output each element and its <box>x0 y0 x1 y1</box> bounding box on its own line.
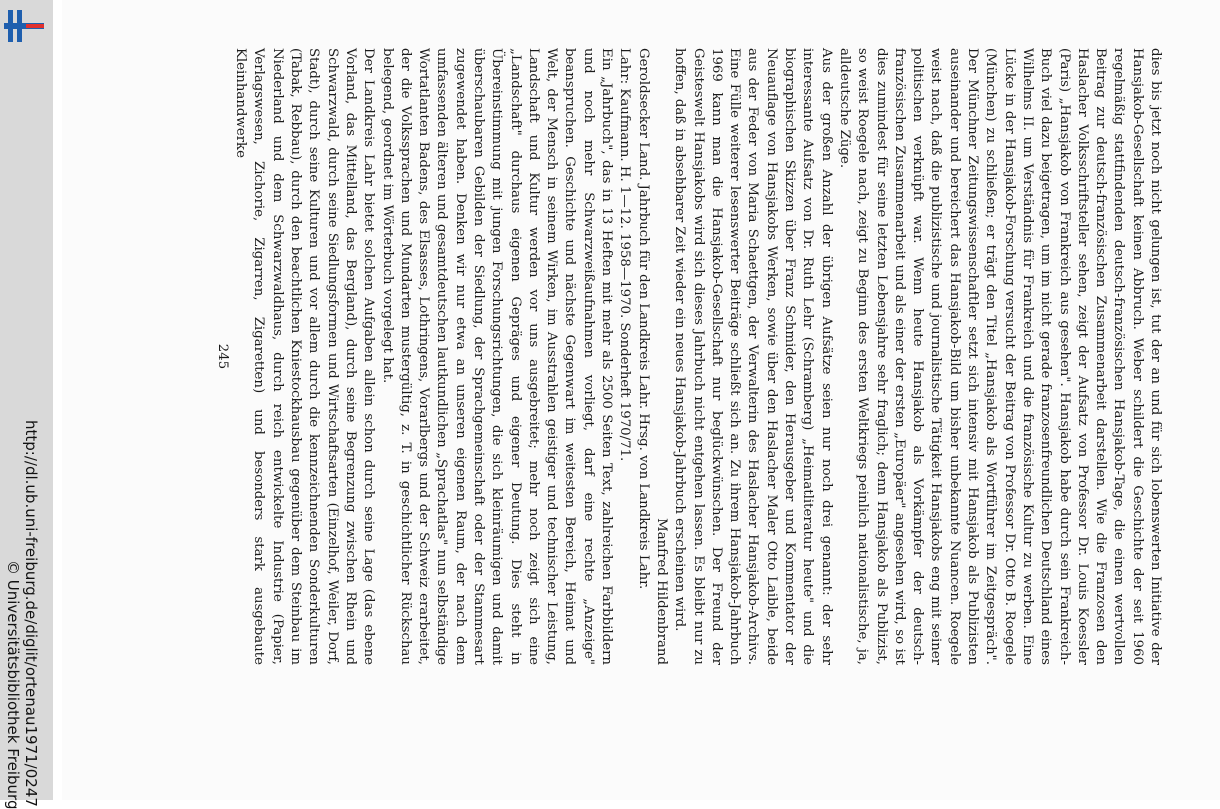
review2-paragraph-1: Ein „Jahrbuch", das in 13 Heften mit mehr als 2500 Seiten Text, zahlreichen Farbbildern und noch mehr Schwarzweißaufnahmen vorliegt, darf eine rechte „Anzeige" beanspruchen. Geschichte und nächste Gegenwart im weitesten Bereich, Heimat und Welt, der Mensch in seinem Wirken, im Ausstrahlen geistiger und technischer Leistung, Landschaft und Kultur werden vor uns ausgebreitet; mehr noch zeigt sich eine „Landschaft" durchaus eigenen Gepräges und eigener Deutung. Dies steht in Übereinstimmung mit jungen Forschungsrichtungen, die sich kleinräumigen und damit überschaubaren Gebilden der Siedlung, der Sprachgemeinschaft oder der Stammesart zugewendet haben. Denken wir nur etwa an unseren eigenen Raum, der nach dem umfassenden älteren und gesamtdeutschen lautkundlichen „Sprachatlas" nun selbständige Wortatlanten Badens, des Elsasses, Lothringens, Vorarlbergs und der Schweiz erarbeitet, der die Volkssprachen und Mundarten mustergültig, z. T. in geschichtlicher Rückschau belegend, geordnet im Wörterbuch vorgelegt hat. <box>379 48 615 665</box>
review2-paragraph-2: Der Landkreis Lahr bietet solchen Aufgaben allein schon durch seine Lage (das ebene Vorland, das Mittelland, das Bergland), durch seine Begrenzung zwischen Rhein und Schwarzwald, durch seine Siedlungsformen und Wirtschaftsarten (Einzelhof, Weiler, Dorf, Stadt), durch seine Kulturen und vor allem durch die kennzeichnenden Sonderkulturen (Tabak, Rebbau), durch den beachtlichen Kniestockhausbau gegenüber dem Steinbau im Niederland und dem Schwarzwaldhaus, durch reich entwickelte Industrie (Papier, Verlagswesen, Zichorie, Zigarren, Zigaretten) und besonders stark ausgebaute Kleinhandwerke <box>233 48 377 665</box>
ub-freiburg-logo-icon[interactable] <box>4 6 44 46</box>
page-text-rotated <box>214 48 1164 665</box>
scanned-page <box>62 0 1220 800</box>
review1-paragraph-1: dies bis jetzt noch nicht gelungen ist, tut der an und für sich lobenswerten Initiative der Hansjakob-Gesellschaft keinen Abbruch. Weber schildert die Geschichte der seit 1960 regelmäßig stattfindenden deutsch-französischen Hansjakob-Tage, die einen wertvollen Beitrag zur deutsch-französischen Zusammenarbeit darstellen. Wie die Franzosen den Haslacher Volksschriftsteller sehen, zeigt der Aufsatz von Professor Dr. Louis Koessler (Paris) „Hansjakob von Frankreich aus gesehen". Hansjakob habe durch sein Frankreich-Buch viel dazu beigetragen, um im nicht gerade franzosenfreundlichen Deutschland eines Wilhelms II. um Verständnis für Frankreich und die französische Kultur zu werben. Eine Lücke in der Hansjakob-Forschung versucht der Beitrag von Professor Dr. Otto B. Roegele (München) zu schließen; er trägt den Titel „Hansjakob als Wortführer im Zeitgespräch". Der Münchner Zeitungswissenschaftler setzt sich intensiv mit Hansjakob als Publizisten auseinander und bereichert das Hansjakob-Bild um bisher unbekannte Nuancen. Roegele weist nach, daß die publizistische und journalistische Tätigkeit Hansjakobs eng mit seiner politischen verknüpft war. Wenn heute Hansjakob als Vorkämpfer der deutsch-französischen Zusammenarbeit und als einer der ersten „Europäer" angesehen wird, so ist dies zumindest für seine letzten Lebensjahre sehr fraglich; denn Hansjakob als Publizist, so weist Roegele nach, zeigt zu Beginn des ersten Weltkriegs peinlich nationalistische, ja, alldeutsche Züge. <box>836 48 1163 665</box>
review2-bibliography-2: Lahr: Kaufmann. H. 1—12. 1958—1970. Sonderheft 1970/71. <box>617 48 633 462</box>
review2-bibliography-1: Geroldsecker Land. Jahrbuch für den Landkreis Lahr. Hrsg. von Landkreis Lahr. <box>635 48 651 590</box>
page-number: 245 <box>214 343 230 370</box>
viewer-sidebar: http://dl.ub.uni-freiburg.de/diglit/ortenau1971/0247 © Universitätsbibliothek Freiburg <box>0 0 53 800</box>
review1-signature: Manfred Hildenbrand <box>653 518 669 665</box>
review1-paragraph-2: Aus der großen Anzahl der übrigen Aufsätze seien nur noch drei genannt: der sehr interessante Aufsatz von Dr. Ruth Lehr (Schramberg) „Heimatliteratur heute" und die biographischen Skizzen über Franz Schmider, den Herausgeber und Kommentator der Neuauflage von Hansjakobs Werken, sowie über den Haslacher Maler Otto Laible, beide aus der Feder von Maria Schaettgen, der Verwalterin des Haslacher Hansjakob-Archivs. Eine Fülle weiterer lesenswerter Beiträge schließt sich an. Zu ihrem Hansjakob-Jahrbuch 1969 kann man die Hansjakob-Gesellschaft nur beglückwünschen. Der Freund der Geisteswelt Hansjakobs wird sich dieses Jahrbuch nicht entgehen lassen. Es bleibt nur zu hoffen, daß in absehbarer Zeit wieder ein neues Hansjakob-Jahrbuch erscheinen wird. <box>672 48 834 665</box>
